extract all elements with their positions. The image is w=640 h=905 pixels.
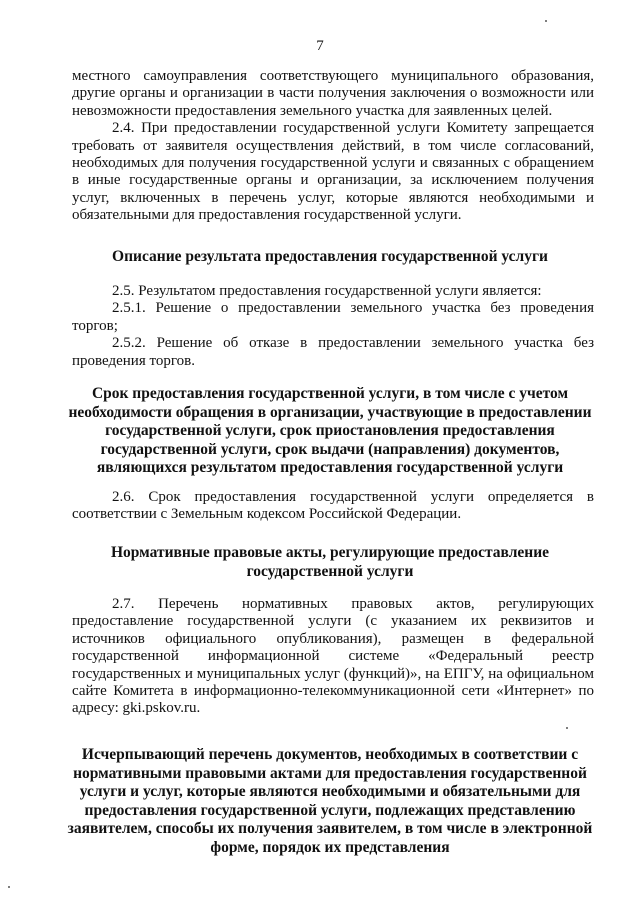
result-text-block [72,283,594,370]
page-number: 7 [316,38,324,54]
paragraph-2-5-1: 2.5.1. Решение о предоставлении земельного участка без проведения торгов; [72,300,594,334]
heading-result-description: Описание результата предоставления государственной услуги [112,248,548,265]
paragraph-2-7: 2.7. Перечень нормативных правовых актов, регулирующих предоставление государственной услуги (с указанием их реквизитов и источников официального опубликования), размещен в федеральной государственной информационной системе «Федеральный реестр государственных и муниципальных услуг (функций)», на ЕПГУ, на официальном сайте Комитета в информационно-телекоммуникационной сети «Интернет» по адресу: gki.pskov.ru. [72,596,594,717]
scan-speck [8,886,10,888]
paragraph-2-4: 2.4. При предоставлении государственной услуги Комитету запрещается требовать от заявителя осуществления действий, в том числе согласований, необходимых для получения государственной услуги и связанных с обращением в иные государственные органы и организации, за исключением получения услуг, включенных в перечень услуг, которые являются необходимыми и обязательными для предоставления государственной услуги. [72,120,594,224]
heading-legal-acts: Нормативные правовые акты, регулирующие предоставление государственной услуги [110,544,550,580]
paragraph-2-6: 2.6. Срок предоставления государственной услуги определяется в соответствии с Земельным кодексом Российской Федерации. [72,489,594,523]
scan-speck [566,727,568,729]
term-text-block [72,489,594,524]
paragraph-continuation: местного самоуправления соответствующего муниципального образования, другие органы и организации в части получения заключения о возможности или невозможности предоставления земельного участка для заявленных целей. [72,68,594,119]
scan-speck [545,20,547,22]
acts-text-block [72,596,594,718]
heading-service-term: Срок предоставления государственной услуги, в том числе с учетом необходимости обращения в организации, участвующие в предоставлении государственной услуги, срок приостановления предоставления государственной услуги, срок выдачи (направления) документов, являющихся результатом предоставления государственной услуги [68,385,592,477]
paragraph-2-5: 2.5. Результатом предоставления государственной услуги является: [112,283,542,299]
top-text-block [72,68,594,225]
paragraph-2-5-2: 2.5.2. Решение об отказе в предоставлении земельного участка без проведения торгов. [72,335,594,369]
heading-documents-list: Исчерпывающий перечень документов, необходимых в соответствии с нормативными правовыми актами для предоставления государственной услуги и услуг, которые являются необходимыми и обязательными для предоставления государственной услуги, подлежащих представлению заявителем, способы их получения заявителем, в том числе в электронной форме, порядок их представления [67,746,593,856]
